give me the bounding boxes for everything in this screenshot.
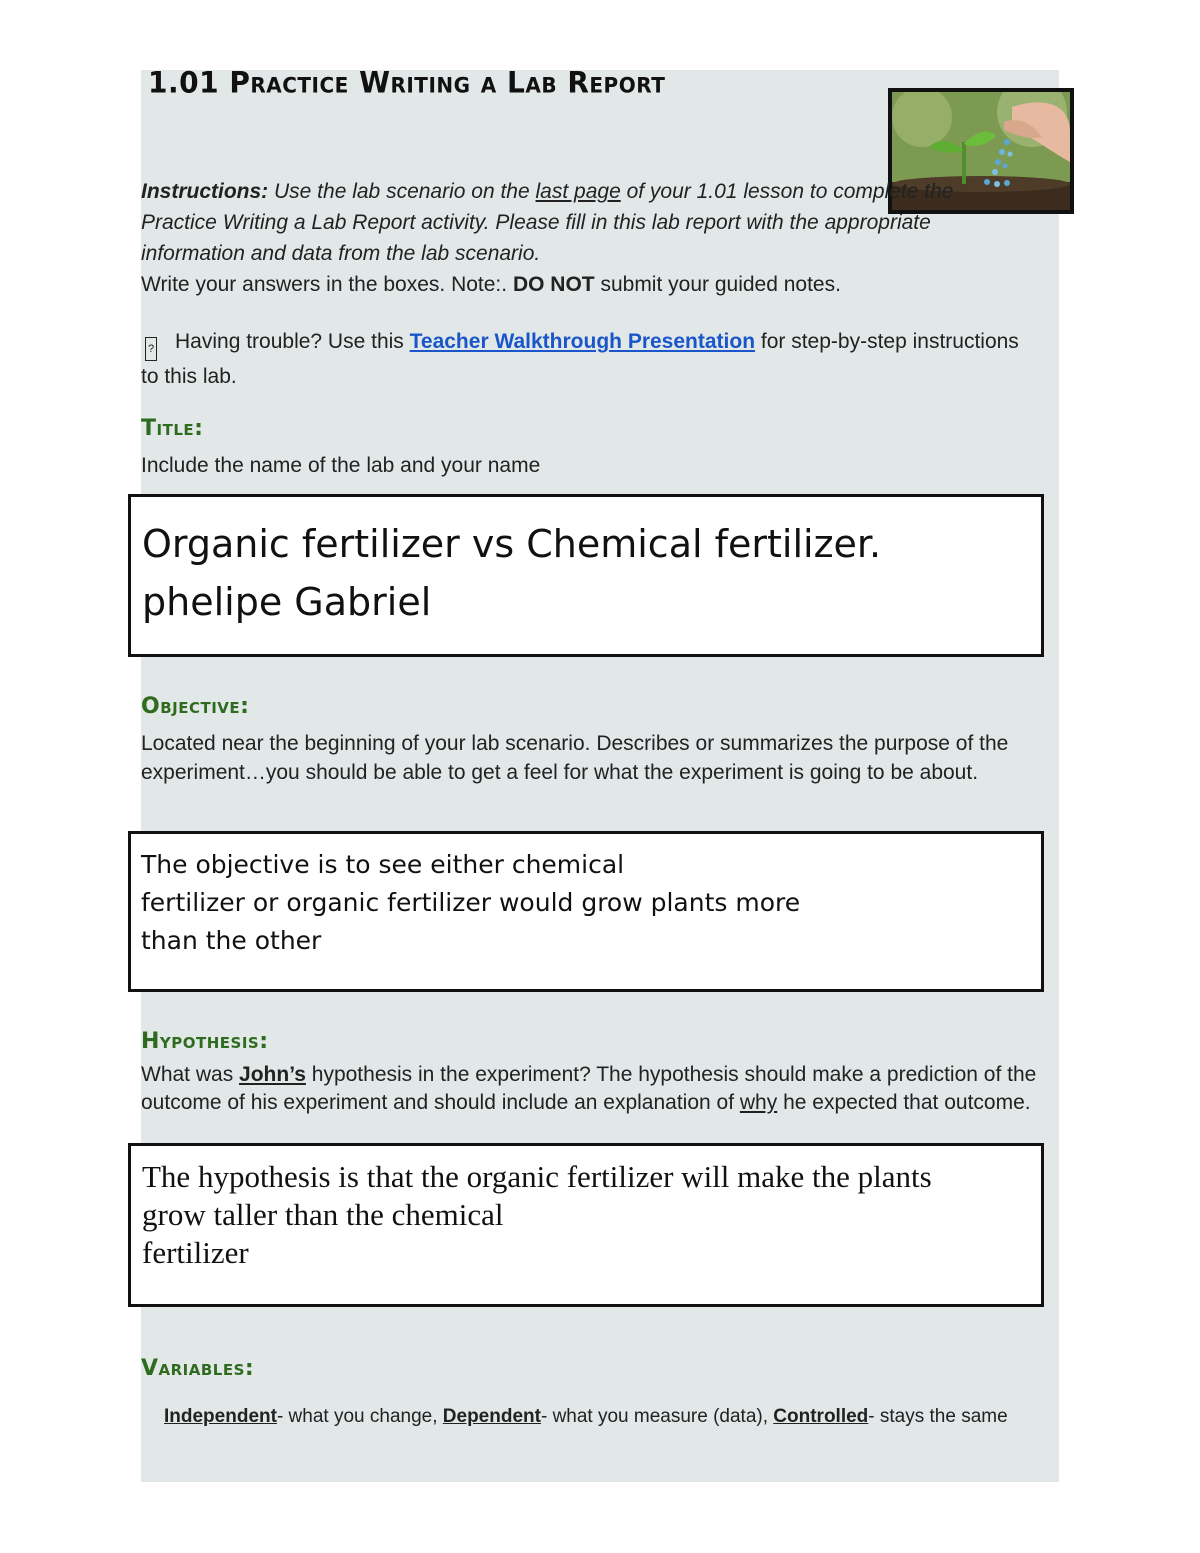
dependent-label: Dependent bbox=[442, 1406, 541, 1427]
title-answer-line-2: phelipe Gabriel bbox=[142, 580, 432, 624]
help-suffix: for step-by-step instructions to this lab. bbox=[141, 330, 1019, 388]
objective-answer-line-3: than the other bbox=[141, 926, 322, 955]
do-not-emphasis: DO NOT bbox=[512, 273, 595, 296]
johns-name: John’s bbox=[239, 1063, 306, 1086]
independent-desc: - what you change, bbox=[276, 1406, 443, 1427]
help-prefix: Having trouble? Use this bbox=[175, 330, 410, 353]
document-title: 1.01 Practice Writing a Lab Report bbox=[148, 65, 666, 100]
objective-answer-box[interactable] bbox=[128, 831, 1044, 992]
instructions-label: Instructions: bbox=[141, 180, 269, 203]
last-page-reference: last page bbox=[535, 180, 621, 203]
help-icon: ? bbox=[145, 337, 157, 361]
controlled-desc: - stays the same bbox=[868, 1406, 1008, 1427]
hypothesis-prompt-a: What was bbox=[141, 1063, 240, 1086]
variables-definitions bbox=[164, 1406, 1008, 1428]
instructions-text-3: Write your answers in the boxes. Note:. bbox=[141, 273, 513, 296]
instructions-text-1: Use the lab scenario on the bbox=[268, 180, 536, 203]
hypothesis-answer-line-1: The hypothesis is that the organic fertilizer will make the plants bbox=[142, 1159, 932, 1194]
instructions-paragraph bbox=[141, 176, 1021, 300]
hypothesis-answer-line-2: grow taller than the chemical bbox=[142, 1197, 504, 1232]
objective-heading: Objective: bbox=[141, 694, 250, 719]
objective-prompt: Located near the beginning of your lab scenario. Describes or summarizes the purpose of the experiment…you should be able to get a feel for what the experiment is going to be about. bbox=[141, 732, 1009, 784]
hypothesis-prompt-c: he expected that outcome. bbox=[777, 1091, 1031, 1114]
hypothesis-prompt bbox=[141, 1061, 1051, 1117]
independent-label: Independent bbox=[164, 1406, 277, 1427]
hypothesis-heading: Hypothesis: bbox=[141, 1029, 269, 1054]
why-emphasis: why bbox=[739, 1091, 778, 1114]
instructions-text-2: of your 1.01 lesson to complete the Practice Writing a Lab Report activity. Please fill in this lab report with the appropriate information and data from the lab scenario. bbox=[141, 180, 954, 265]
title-answer-line-1: Organic fertilizer vs Chemical fertilizer. bbox=[142, 522, 882, 566]
objective-answer-line-2: fertilizer or organic fertilizer would grow plants more bbox=[141, 888, 801, 917]
dependent-desc: - what you measure (data), bbox=[540, 1406, 774, 1427]
title-heading: Title: bbox=[141, 416, 204, 441]
hypothesis-answer-box[interactable] bbox=[128, 1143, 1044, 1307]
title-answer-box[interactable] bbox=[128, 494, 1044, 657]
hypothesis-answer-line-3: fertilizer bbox=[142, 1235, 249, 1270]
hypothesis-prompt-b: hypothesis in the experiment? The hypothesis should make a prediction of the outcome of his experiment and should include an explanation of bbox=[141, 1063, 1037, 1114]
teacher-walkthrough-link[interactable]: Teacher Walkthrough Presentation bbox=[409, 330, 756, 353]
variables-heading: Variables: bbox=[141, 1356, 255, 1381]
help-line bbox=[141, 326, 1041, 393]
objective-answer-line-1: The objective is to see either chemical bbox=[141, 850, 625, 879]
instructions-text-4: submit your guided notes. bbox=[594, 273, 841, 296]
controlled-label: Controlled bbox=[773, 1406, 869, 1427]
title-prompt: Include the name of the lab and your name bbox=[141, 454, 541, 477]
